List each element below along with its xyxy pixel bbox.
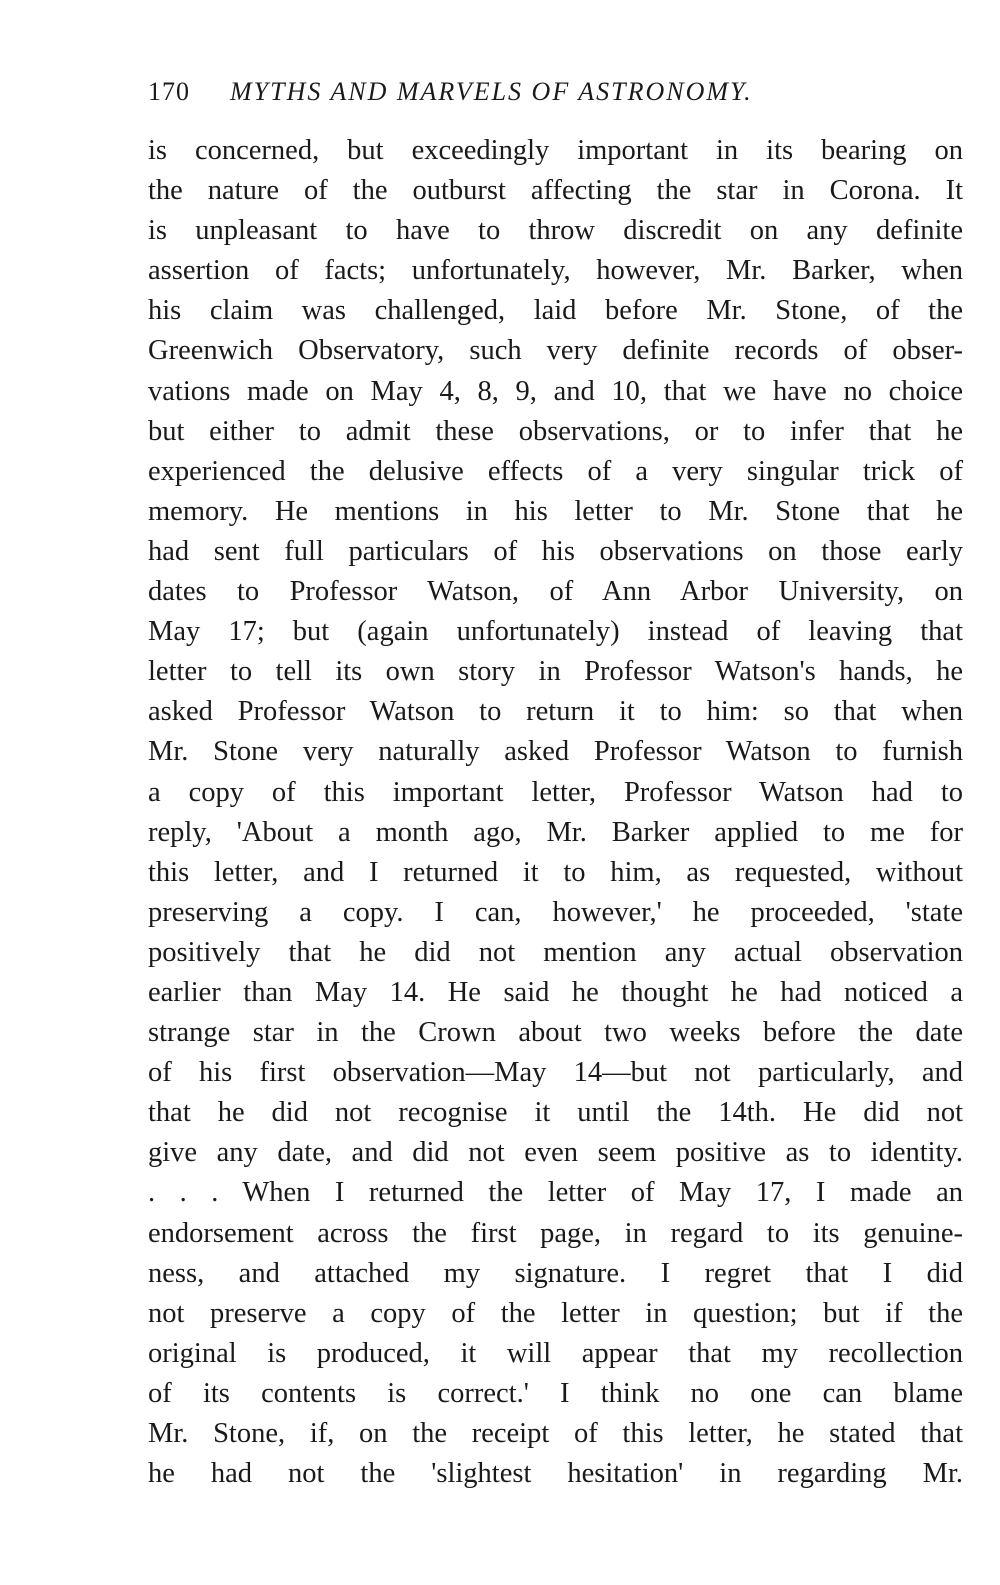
text-line: dates to Professor Watson, of Ann Arbor University, on	[148, 576, 963, 608]
text-line: that he did not recognise it until the 14th. He did not	[148, 1097, 963, 1129]
text-line: of its contents is correct.' I think no one can blame	[148, 1377, 963, 1409]
text-line: positively that he did not mention any actual observation	[148, 936, 963, 968]
text-line: is concerned, but exceedingly important in its bearing on	[148, 135, 963, 166]
text-line: preserving a copy. I can, however,' he proceeded, 'state	[148, 896, 963, 928]
text-line: vations made on May 4, 8, 9, and 10, that we have no choice	[148, 375, 963, 407]
text-line: but either to admit these observations, or to infer that he	[148, 415, 963, 447]
running-title: MYTHS AND MARVELS OF ASTRONOMY.	[230, 77, 753, 106]
text-line: reply, 'About a month ago, Mr. Barker applied to me for	[148, 816, 963, 848]
text-line: original is produced, it will appear that my recollection	[148, 1337, 963, 1369]
text-line: memory. He mentions in his letter to Mr. Stone that he	[148, 495, 963, 527]
text-line: the nature of the outburst affecting the star in Corona. It	[148, 175, 963, 207]
body-text	[148, 131, 963, 1494]
text-line: earlier than May 14. He said he thought he had noticed a	[148, 976, 963, 1008]
page-number: 170	[148, 77, 190, 106]
text-line: a copy of this important letter, Professor Watson had to	[148, 776, 963, 808]
text-line: strange star in the Crown about two weeks before the date	[148, 1017, 963, 1049]
text-line: assertion of facts; unfortunately, however, Mr. Barker, when	[148, 255, 963, 287]
text-line: . . . When I returned the letter of May 17, I made an	[148, 1177, 963, 1209]
text-line: this letter, and I returned it to him, as requested, without	[148, 856, 963, 888]
text-line: endorsement across the first page, in regard to its genuine-	[148, 1217, 963, 1249]
text-line: Mr. Stone very naturally asked Professor Watson to furnish	[148, 736, 963, 768]
text-line: is unpleasant to have to throw discredit on any definite	[148, 215, 963, 247]
running-head	[148, 72, 868, 112]
text-line: letter to tell its own story in Professor Watson's hands, he	[148, 656, 963, 688]
text-line: give any date, and did not even seem positive as to identity.	[148, 1137, 963, 1169]
text-line: not preserve a copy of the letter in question; but if the	[148, 1297, 963, 1329]
text-line: Mr. Stone, if, on the receipt of this letter, he stated that	[148, 1418, 963, 1449]
text-line: asked Professor Watson to return it to him: so that when	[148, 696, 963, 728]
text-line: ness, and attached my signature. I regret that I did	[148, 1257, 963, 1289]
text-line: Greenwich Observatory, such very definite records of obser-	[148, 335, 963, 367]
text-line: his claim was challenged, laid before Mr. Stone, of the	[148, 295, 963, 327]
text-line: May 17; but (again unfortunately) instead of leaving that	[148, 616, 963, 648]
text-line: experienced the delusive effects of a very singular trick of	[148, 455, 963, 487]
text-line: of his first observation—May 14—but not particularly, and	[148, 1057, 963, 1089]
text-line: he had not the 'slightest hesitation' in regarding Mr.	[148, 1458, 963, 1490]
text-line: had sent full particulars of his observations on those early	[148, 535, 963, 567]
